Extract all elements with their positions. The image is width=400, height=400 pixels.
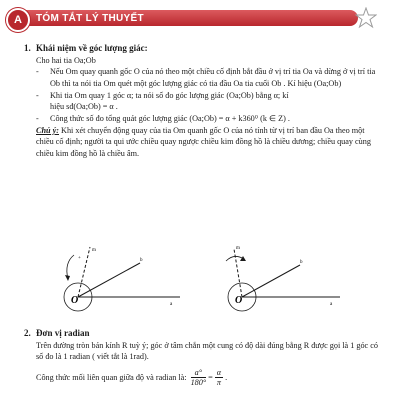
radian-heading: [24, 327, 378, 340]
formula-label: Công thức mối liên quan giữa độ và radian là:: [36, 372, 187, 382]
bullet-measure-line2: hiệu sđ(Oa;Ob) = α .: [50, 102, 118, 112]
note-text: Khi xét chuyển động quay của tia Om quanh gốc O của nó tính từ vị trí ban đầu Oa theo một chiều cố định; người ta qui ước chiều quay ngược chiều kim đồng hồ là chiều dương; chiều quay cùng chiều kim đồng hồ là chiều âm.: [36, 125, 371, 158]
degree-fraction: [191, 368, 207, 388]
degree-denominator: 180°: [190, 378, 207, 388]
radian-numerator: α: [216, 368, 222, 378]
left-ray-b-label: b: [140, 258, 143, 263]
bullet-general-formula-text: Công thức số đo tổng quát góc lượng giác (Oa;Ob) = α + k360⁰ (k ∈ Z) .: [50, 113, 290, 123]
figure-positive-rotation: [60, 245, 185, 325]
right-ray-b-label: b: [300, 260, 303, 265]
radian-denominator: π: [216, 378, 221, 388]
concept-intro: Cho hai tia Oa;Ob: [36, 55, 96, 65]
radian-number: 2.: [24, 328, 31, 338]
left-direction-mark: +: [78, 256, 81, 261]
left-ray-a-label: a: [170, 302, 173, 307]
radian-section: [24, 327, 378, 388]
star-icon: [355, 7, 377, 29]
formula-equals: =: [208, 372, 213, 382]
right-ray-m-label: m: [236, 246, 240, 251]
formula-end: .: [225, 372, 228, 382]
bullet-definition: - Nếu Om quay quanh gốc O của nó theo một chiều cố định bắt đầu ở vị trí tia Oa và dừng ở vị trí tia Ob thì ta nói tia Om quét một góc lượng giác có tia đầu Oa tia cuối Ob . Kí hiệu (Oa;Ob): [36, 67, 376, 89]
note-paragraph: [36, 125, 378, 160]
bullet-measure: - Khi tia Om quay 1 góc α; ta nói số đo góc lượng giác (Oa;Ob) bằng α; kí hiệu sđ(Oa;Ob) = α .: [36, 90, 289, 112]
right-origin-label: O: [235, 295, 243, 306]
bullet-general-formula: - Công thức số đo tổng quát góc lượng giác (Oa;Ob) = α + k360⁰ (k ∈ Z) .: [36, 113, 290, 123]
figures-row: [0, 245, 400, 325]
concept-section: [24, 42, 378, 160]
section-title: TÓM TẮT LÝ THUYẾT: [36, 13, 144, 24]
concept-number: 1.: [24, 43, 31, 53]
section-header: [0, 7, 400, 33]
radian-formula: [36, 368, 378, 388]
figure-negative-rotation: [220, 245, 345, 325]
note-label: Chú ý:: [36, 125, 59, 135]
radian-definition: Trên đường tròn bán kính R tuỳ ý; góc ở tâm chắn một cung có độ dài đúng bằng R được gọi là 1 góc có số đo là 1 radian ( viết tắt là 1rad).: [36, 340, 378, 362]
radian-fraction: [215, 368, 223, 388]
radian-heading-text: Đơn vị radian: [36, 328, 90, 338]
left-origin-label: O: [71, 295, 79, 306]
left-ray-m-label: m: [92, 248, 96, 253]
right-ray-a-label: a: [330, 302, 333, 307]
section-badge: A: [6, 8, 30, 32]
concept-heading: [24, 42, 378, 55]
bullet-measure-line1: Khi tia Om quay 1 góc α; ta nói số đo góc lượng giác (Oa;Ob) bằng α; kí: [50, 90, 289, 100]
bullet-definition-text: Nếu Om quay quanh gốc O của nó theo một chiều cố định bắt đầu ở vị trí tia Oa và dừng ở vị trí tia Ob thì ta nói tia Om quét một góc lượng giác có tia đầu Oa tia cuối Ob . Kí hiệu (Oa;Ob): [50, 67, 376, 89]
concept-heading-text: Khái niệm về góc lượng giác:: [36, 43, 148, 53]
degree-numerator: a°: [191, 368, 207, 378]
